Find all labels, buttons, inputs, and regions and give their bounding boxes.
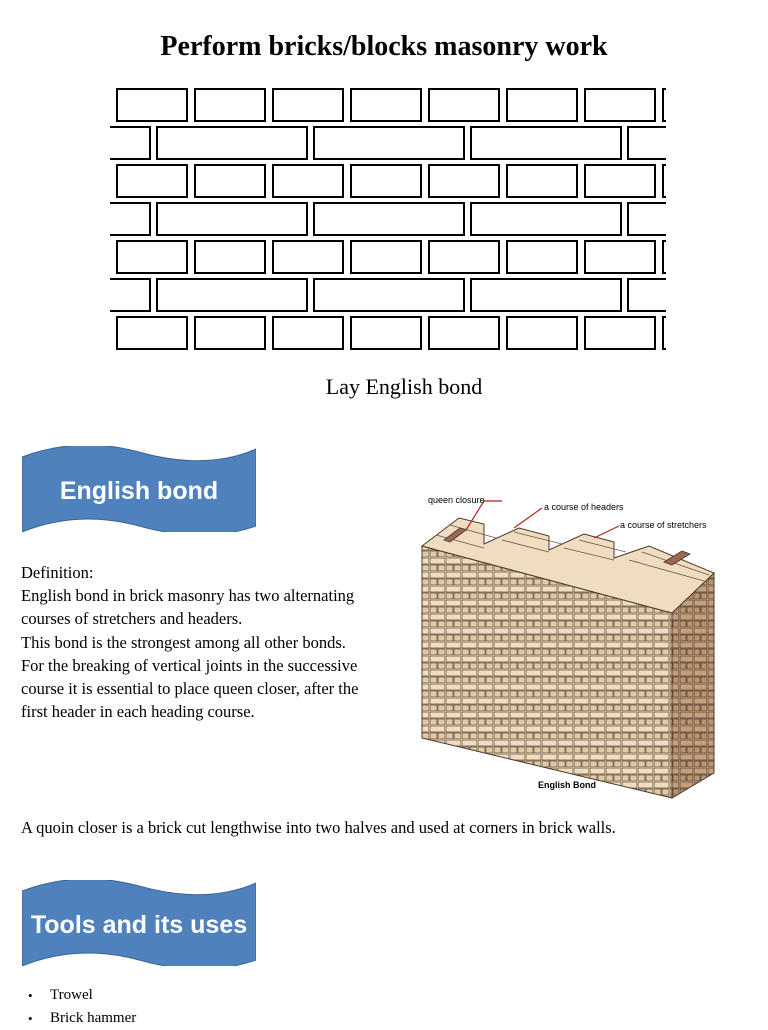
definition-label: Definition: bbox=[21, 563, 94, 582]
tools-ribbon bbox=[22, 880, 256, 966]
header-brick bbox=[351, 89, 421, 121]
stretcher-brick bbox=[157, 127, 307, 159]
header-brick bbox=[507, 89, 577, 121]
header-brick bbox=[507, 165, 577, 197]
stretcher-brick bbox=[157, 279, 307, 311]
header-brick bbox=[585, 317, 655, 349]
header-brick bbox=[663, 89, 670, 121]
stretcher-brick bbox=[628, 279, 670, 311]
header-brick bbox=[663, 317, 670, 349]
definition-paragraph: English bond in brick masonry has two alternating courses of stretchers and headers. bbox=[21, 586, 355, 629]
english-bond-heading: English bond bbox=[59, 477, 219, 505]
stretcher-brick bbox=[471, 279, 621, 311]
definition-paragraph: This bond is the strongest among all other bonds. bbox=[21, 632, 346, 652]
header-brick bbox=[585, 241, 655, 273]
header-brick bbox=[663, 241, 670, 273]
header-brick bbox=[195, 89, 265, 121]
quoin-closer-text: A quoin closer is a brick cut lengthwise into two halves and used at corners in brick walls. bbox=[21, 818, 616, 837]
stretcher-brick bbox=[314, 279, 464, 311]
header-brick bbox=[117, 241, 187, 273]
header-brick bbox=[351, 317, 421, 349]
stretcher-brick bbox=[628, 203, 670, 235]
stretcher-brick bbox=[314, 127, 464, 159]
stretcher-brick bbox=[628, 127, 670, 159]
stretcher-brick bbox=[471, 203, 621, 235]
header-brick bbox=[351, 241, 421, 273]
label-queen-closure: queen closure bbox=[428, 495, 485, 505]
page-title: Perform bricks/blocks masonry work bbox=[160, 31, 608, 62]
stretcher-brick bbox=[110, 279, 150, 311]
header-brick bbox=[585, 165, 655, 197]
stretcher-brick bbox=[157, 203, 307, 235]
list-item: • Trowel bbox=[28, 984, 136, 1007]
figure-caption: English Bond bbox=[538, 780, 596, 790]
header-brick bbox=[507, 317, 577, 349]
definition-block bbox=[21, 561, 361, 723]
header-brick bbox=[273, 165, 343, 197]
header-brick bbox=[351, 165, 421, 197]
label-course-headers: a course of headers bbox=[544, 502, 624, 512]
header-brick bbox=[507, 241, 577, 273]
header-brick bbox=[273, 317, 343, 349]
stretcher-brick bbox=[314, 203, 464, 235]
header-brick bbox=[429, 241, 499, 273]
header-brick bbox=[273, 89, 343, 121]
english-bond-figure bbox=[414, 488, 744, 803]
stretcher-brick bbox=[110, 127, 150, 159]
header-brick bbox=[117, 165, 187, 197]
header-brick bbox=[117, 317, 187, 349]
header-brick bbox=[429, 165, 499, 197]
header-brick bbox=[585, 89, 655, 121]
header-brick bbox=[195, 241, 265, 273]
english-bond-ribbon bbox=[22, 446, 256, 532]
header-brick bbox=[429, 317, 499, 349]
wall-caption: Lay English bond bbox=[325, 374, 483, 399]
tools-list bbox=[28, 984, 136, 1030]
stretcher-brick bbox=[110, 203, 150, 235]
label-course-stretchers: a course of stretchers bbox=[620, 520, 707, 530]
header-brick bbox=[117, 89, 187, 121]
definition-paragraph: For the breaking of vertical joints in the successive course it is essential to place queen closer, after the first header in each heading course. bbox=[21, 655, 359, 722]
header-brick bbox=[663, 165, 670, 197]
list-item: • Brick hammer bbox=[28, 1007, 136, 1030]
header-brick bbox=[195, 317, 265, 349]
header-brick bbox=[429, 89, 499, 121]
header-brick bbox=[195, 165, 265, 197]
tools-heading: Tools and its uses bbox=[30, 911, 248, 939]
brick-wall-diagram bbox=[110, 86, 670, 356]
stretcher-brick bbox=[471, 127, 621, 159]
header-brick bbox=[273, 241, 343, 273]
